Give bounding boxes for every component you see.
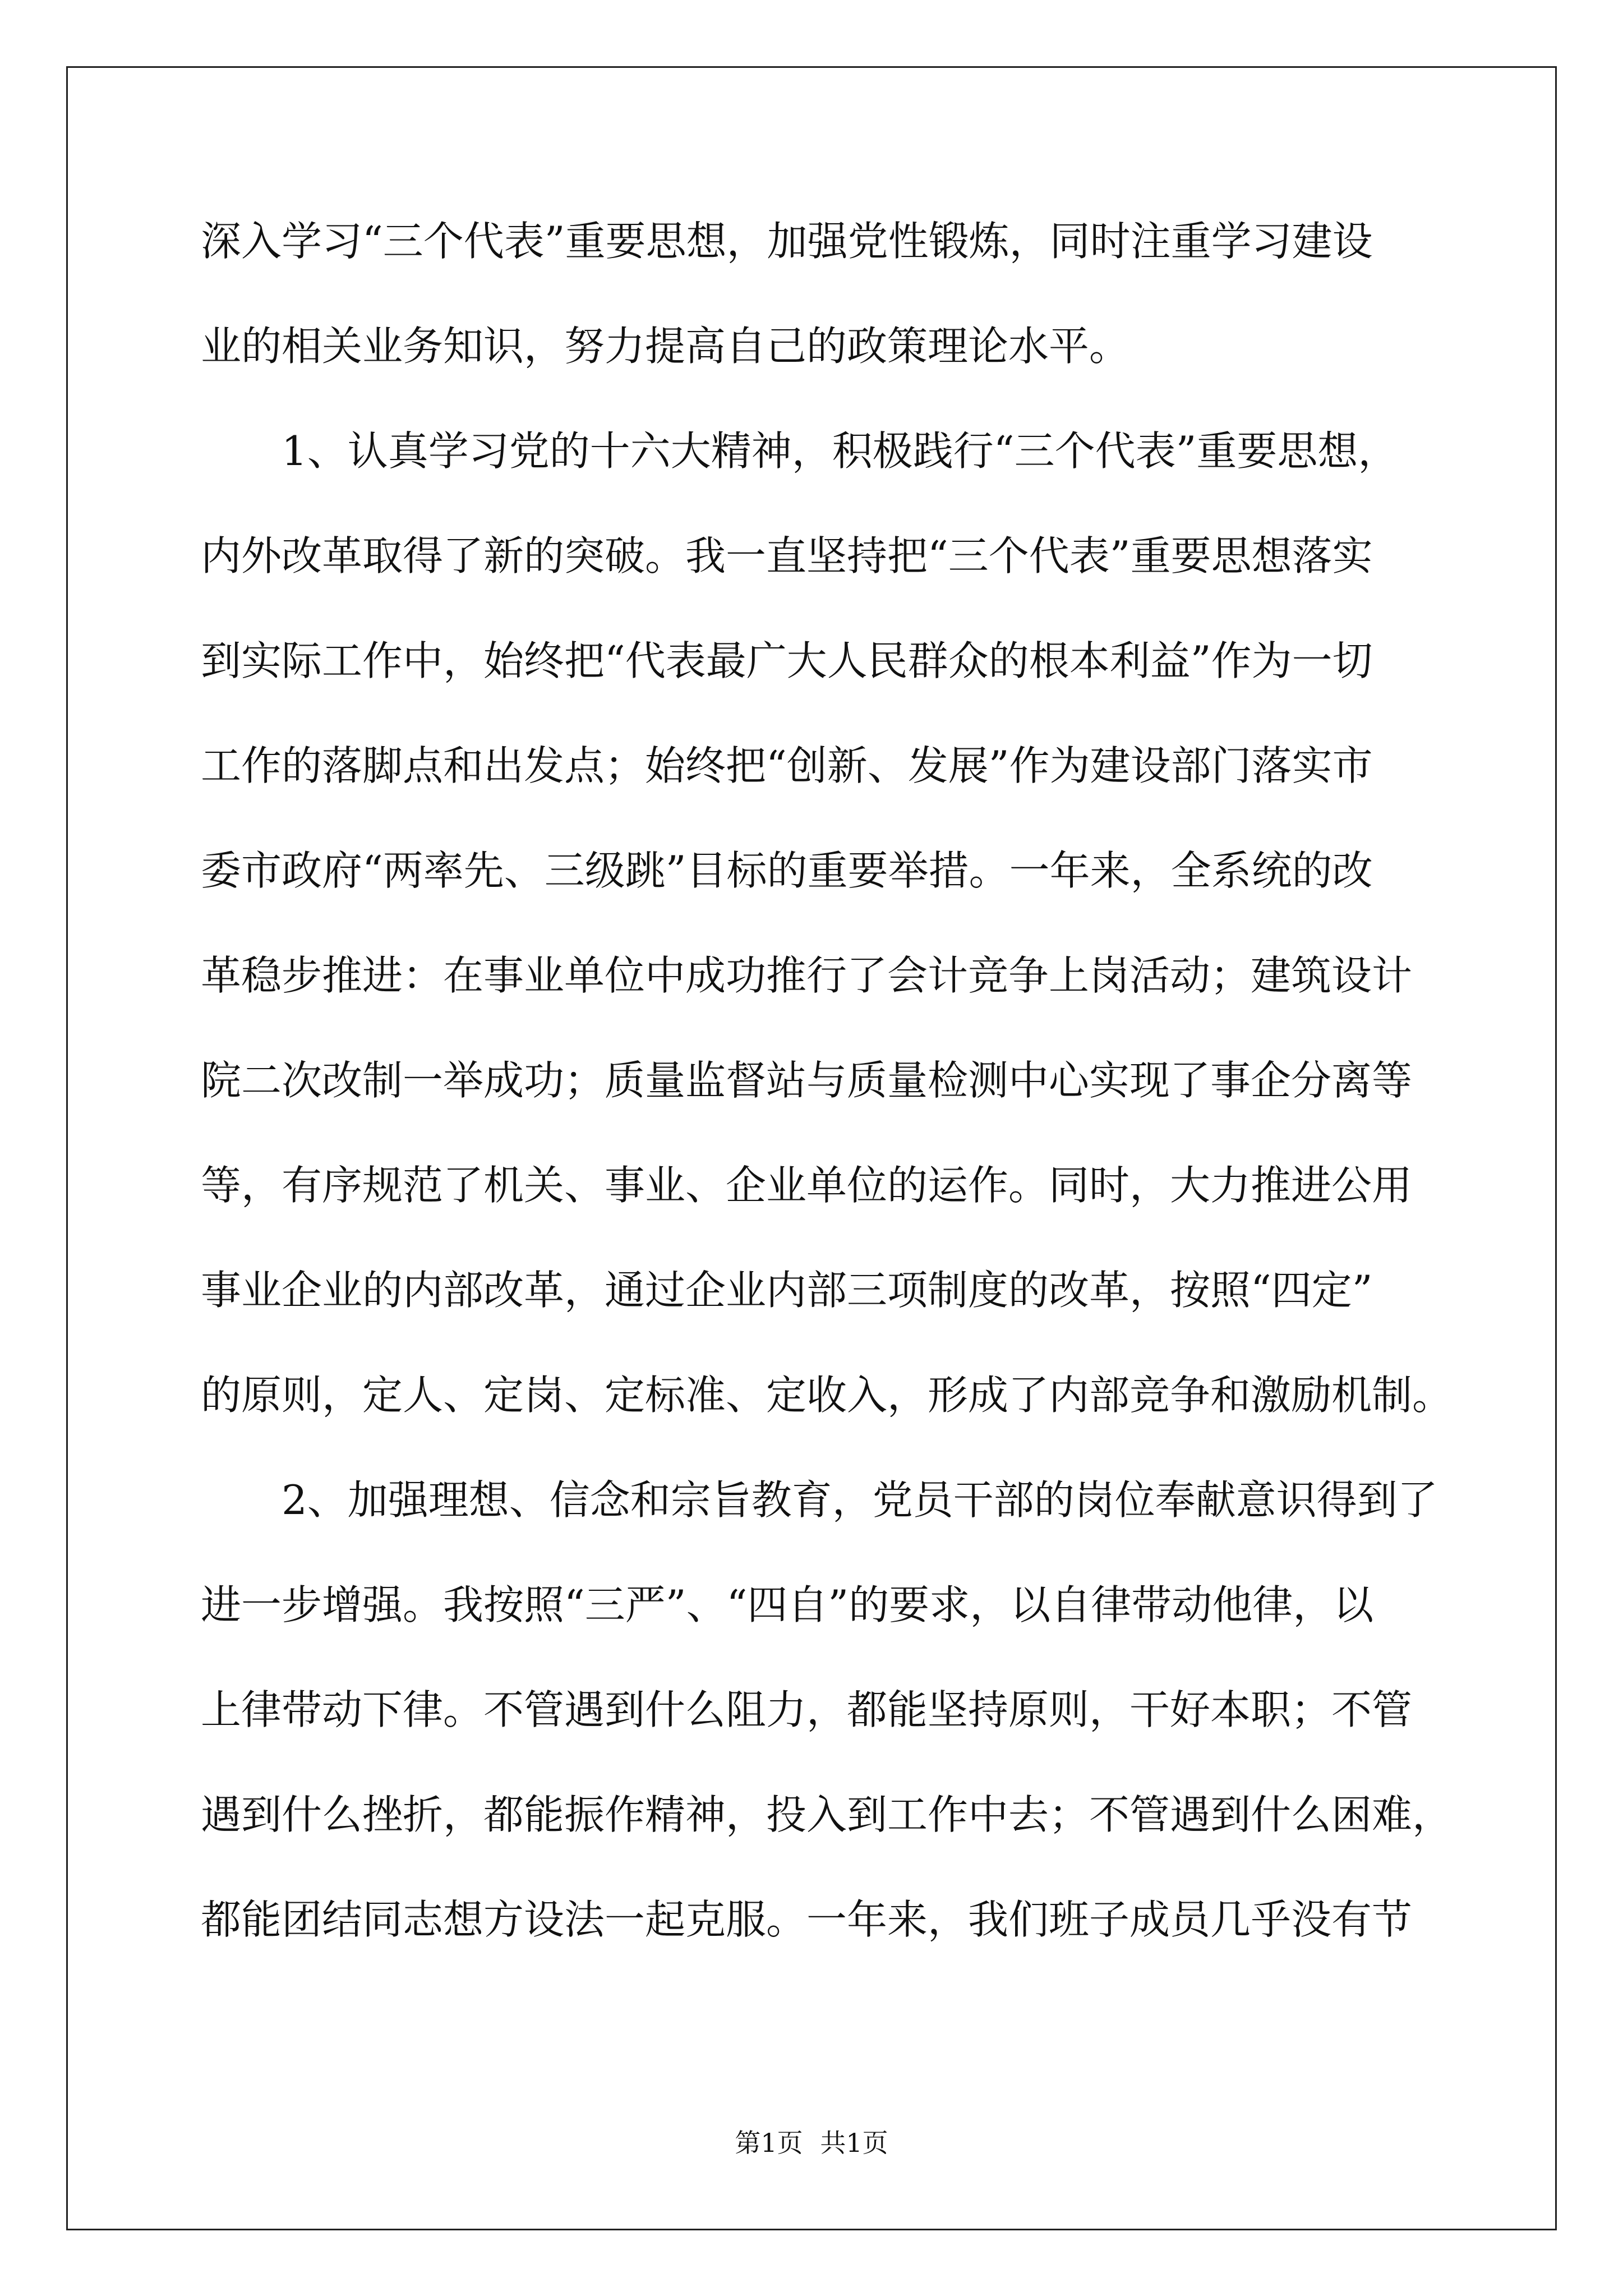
page-footer (0, 2126, 1623, 2160)
text-line: 院二次改制一举成功；质量监督站与质量检测中心实现了事企分离等 (201, 1057, 1413, 1104)
text-line: 上律带动下律。不管遇到什么阻力，都能坚持原则，干好本职；不管 (201, 1686, 1413, 1733)
text-line: 1、认真学习党的十六大精神，积极践行“三个代表”重要思想， (201, 427, 1399, 475)
text-line: 等，有序规范了机关、事业、企业单位的运作。同时，大力推进公用 (201, 1162, 1413, 1209)
text-line: 都能团结同志想方设法一起克服。一年来，我们班子成员几乎没有节 (201, 1896, 1413, 1943)
current-page-label: 第1页 (735, 2128, 803, 2158)
text-line: 的原则，定人、定岗、定标准、定收入，形成了内部竞争和激励机制。 (201, 1372, 1453, 1419)
total-pages-label: 共1页 (820, 2128, 888, 2158)
text-line: 遇到什么挫折，都能振作精神，投入到工作中去；不管遇到什么困难， (201, 1791, 1453, 1838)
text-line: 革稳步推进：在事业单位中成功推行了会计竞争上岗活动；建筑设计 (201, 952, 1413, 999)
text-line: 到实际工作中，始终把“代表最广大人民群众的根本利益”作为一切 (201, 637, 1373, 684)
text-line: 2、加强理想、信念和宗旨教育，党员干部的岗位奉献意识得到了 (201, 1476, 1438, 1524)
text-line: 委市政府“两率先、三级跳”目标的重要举措。一年来，全系统的改 (201, 847, 1373, 894)
text-line: 进一步增强。我按照“三严”、“四自”的要求，以自律带动他律，以 (201, 1581, 1374, 1628)
text-line: 深入学习“三个代表”重要思想，加强党性锻炼，同时注重学习建设 (201, 218, 1373, 265)
text-line: 业的相关业务知识，努力提高自己的政策理论水平。 (201, 323, 1130, 370)
text-line: 事业企业的内部改革，通过企业内部三项制度的改革，按照“四定” (201, 1267, 1373, 1314)
text-line: 内外改革取得了新的突破。我一直坚持把“三个代表”重要思想落实 (201, 532, 1373, 579)
text-line: 工作的落脚点和出发点；始终把“创新、发展”作为建设部门落实市 (201, 742, 1373, 789)
